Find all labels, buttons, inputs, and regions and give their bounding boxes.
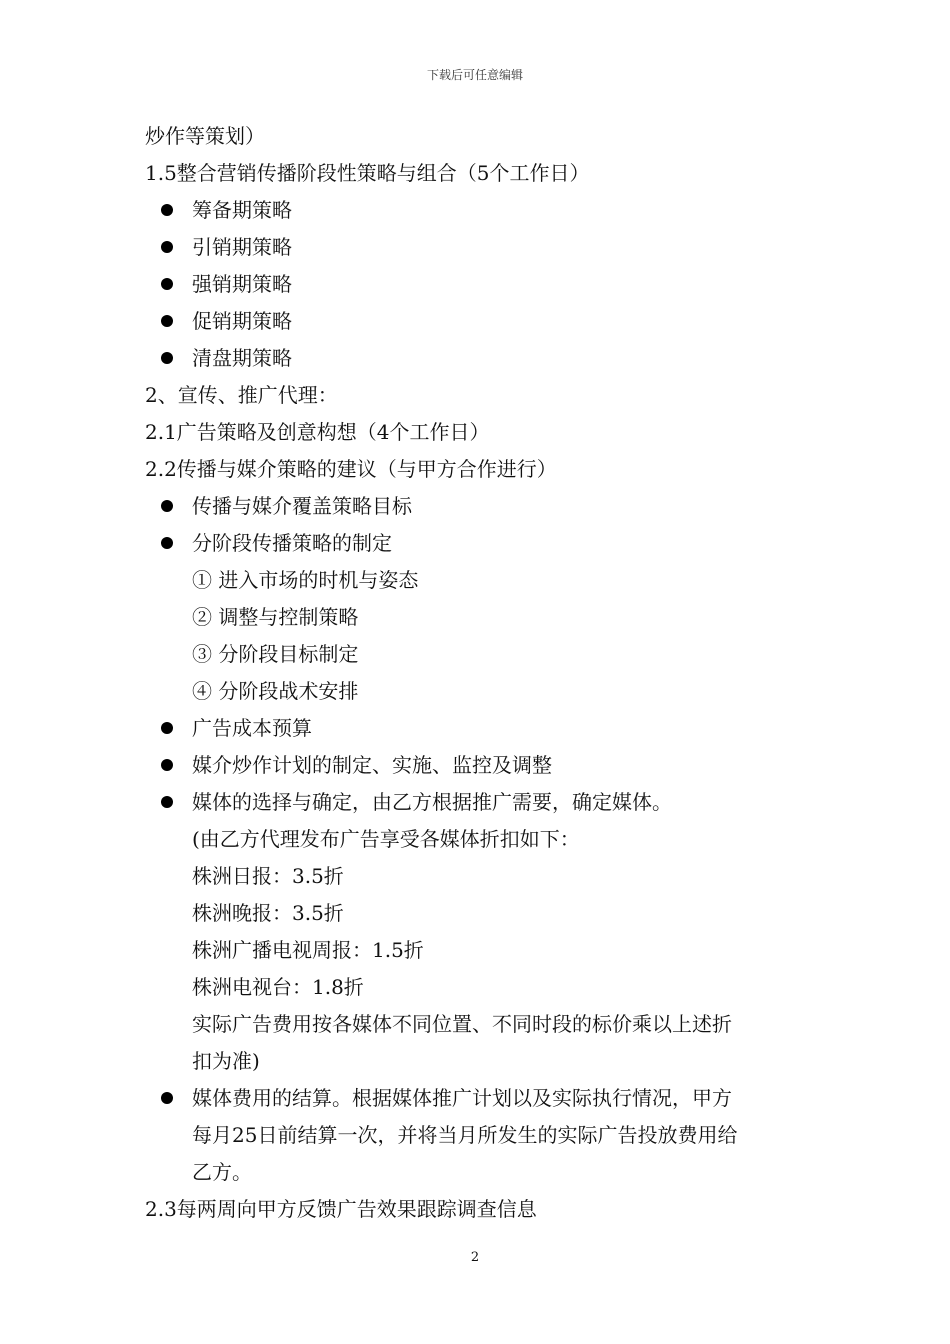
text-line: 株洲电视台：1.8折 <box>192 975 364 999</box>
bullet-item: 传播与媒介覆盖策略目标 <box>145 488 825 525</box>
bullet-item: 媒介炒作计划的制定、实施、监控及调整 <box>145 747 825 784</box>
sub-item: ① 进入市场的时机与姿态 <box>192 568 419 592</box>
section-heading: 1.5整合营销传播阶段性策略与组合（5个工作日） <box>145 161 590 185</box>
page-number: 2 <box>470 1250 480 1265</box>
text-line: 实际广告费用按各媒体不同位置、不同时段的标价乘以上述折 <box>192 1012 732 1036</box>
bullet-item: 分阶段传播策略的制定 <box>145 525 825 562</box>
bullet-icon <box>161 315 173 327</box>
bullet-item: 媒体费用的结算。根据媒体推广计划以及实际执行情况，甲方 <box>145 1080 825 1117</box>
page-header: 下载后可任意编辑 <box>426 68 523 82</box>
text-line: 株洲广播电视周报：1.5折 <box>192 938 424 962</box>
sub-item: ③ 分阶段目标制定 <box>192 642 359 666</box>
bullet-icon <box>161 500 173 512</box>
text-line: 每月25日前结算一次，并将当月所发生的实际广告投放费用给 <box>192 1123 738 1147</box>
bullet-item: 促销期策略 <box>145 303 825 340</box>
text-line: (由乙方代理发布广告享受各媒体折扣如下： <box>192 827 580 851</box>
sub-item: ② 调整与控制策略 <box>192 605 359 629</box>
bullet-item: 媒体的选择与确定，由乙方根据推广需要，确定媒体。 <box>145 784 825 821</box>
bullet-icon <box>161 759 173 771</box>
document-body <box>145 118 825 1228</box>
bullet-item: 广告成本预算 <box>145 710 825 747</box>
bullet-item: 引销期策略 <box>145 229 825 266</box>
bullet-icon <box>161 204 173 216</box>
bullet-icon <box>161 278 173 290</box>
section-heading: 2、宣传、推广代理： <box>145 383 338 407</box>
section-heading: 2.3每两周向甲方反馈广告效果跟踪调查信息 <box>145 1197 537 1221</box>
text-line: 乙方。 <box>192 1160 252 1184</box>
sub-item: ④ 分阶段战术安排 <box>192 679 359 703</box>
bullet-icon <box>161 796 173 808</box>
text-line: 株洲晚报：3.5折 <box>192 901 344 925</box>
bullet-item: 强销期策略 <box>145 266 825 303</box>
text-line: 株洲日报：3.5折 <box>192 864 344 888</box>
text-line: 炒作等策划） <box>145 124 265 148</box>
bullet-icon <box>161 352 173 364</box>
text-line: 扣为准) <box>192 1049 260 1073</box>
bullet-icon <box>161 241 173 253</box>
bullet-icon <box>161 1092 173 1104</box>
bullet-icon <box>161 722 173 734</box>
section-heading: 2.1广告策略及创意构想（4个工作日） <box>145 420 490 444</box>
bullet-icon <box>161 537 173 549</box>
bullet-item: 筹备期策略 <box>145 192 825 229</box>
bullet-item: 清盘期策略 <box>145 340 825 377</box>
section-heading: 2.2传播与媒介策略的建议（与甲方合作进行） <box>145 457 557 481</box>
